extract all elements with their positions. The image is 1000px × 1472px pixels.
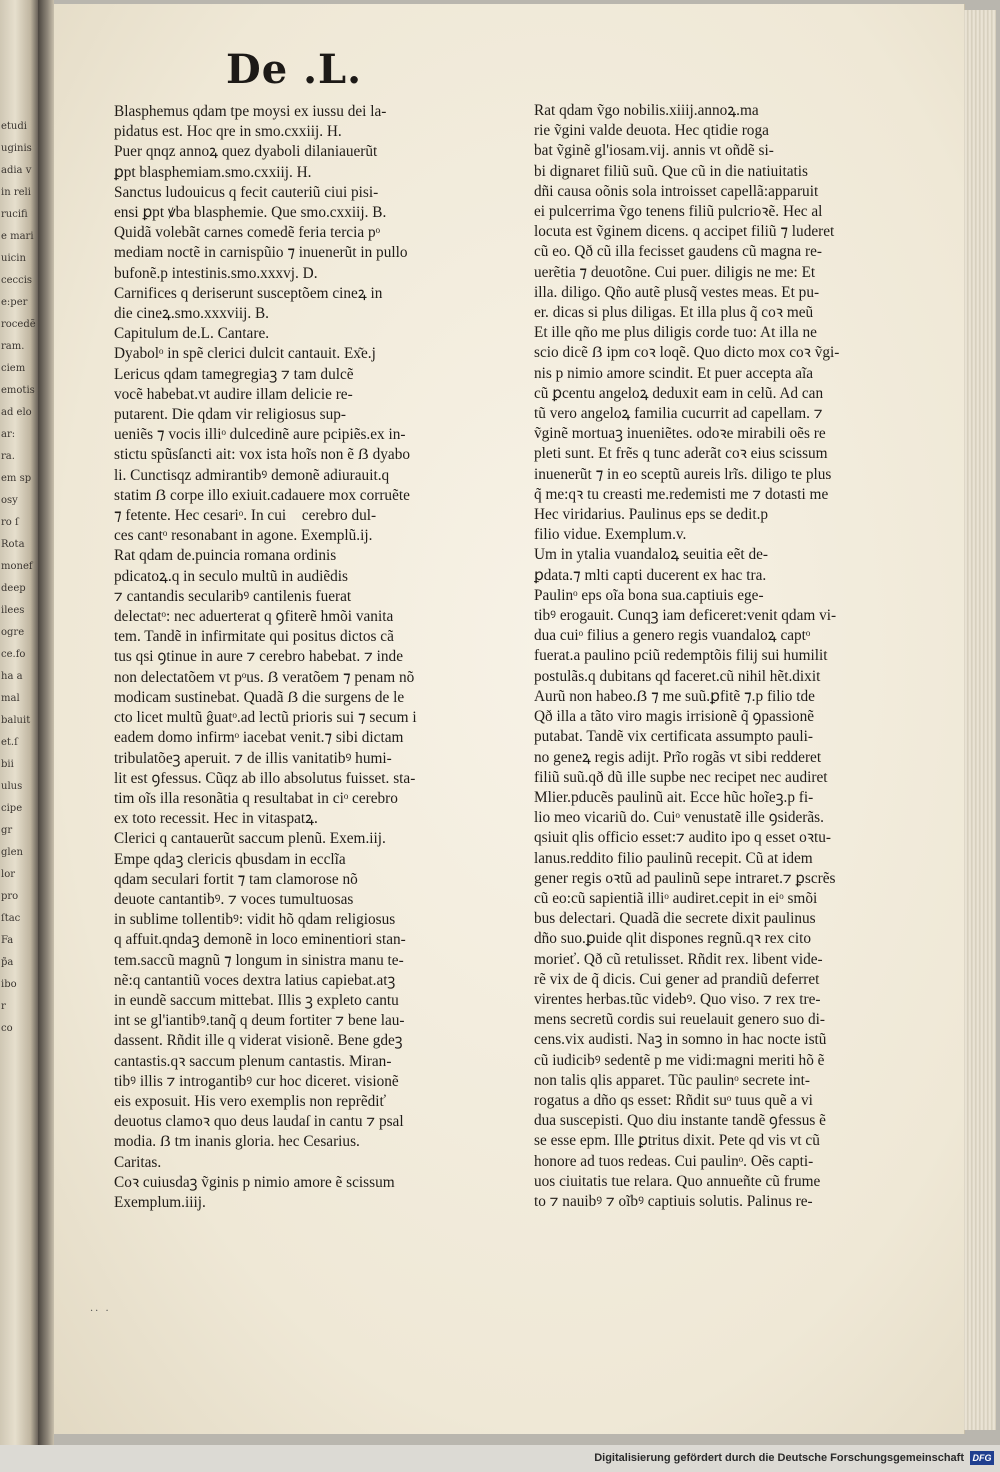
right-column-line: dua cuiᵒ filius a genero regis vuandaloꝝ captᵒ bbox=[534, 627, 811, 645]
footer-credit: Digitalisierung gefördert durch die Deutsche Forschungsgemeinschaft bbox=[594, 1452, 964, 1464]
left-column-line: statim ẞ corpe illo exiuit.cadauere mox corruẽte bbox=[114, 486, 410, 504]
left-column-line: vocẽ habebat.vt audire illam delicie re- bbox=[114, 385, 353, 403]
left-column-line: bufonẽ.p intestinis.smo.xxxvj. D. bbox=[114, 264, 318, 282]
right-column-line: qsiuit qlis officio esset:⁊ audito ipo q esset oꝛtu- bbox=[534, 829, 831, 847]
facing-page-fragment: ad elo bbox=[1, 407, 32, 418]
running-head: De .L. bbox=[226, 46, 363, 93]
facing-page-fragment: ram. bbox=[1, 341, 25, 352]
left-column-line: Exemplum.iiij. bbox=[114, 1193, 206, 1211]
facing-page-fragment: Fa bbox=[1, 935, 14, 946]
right-column-line: Et ille qño me plus diligis corde tuo: At illa ne bbox=[534, 324, 817, 342]
facing-page-fragment: monef bbox=[1, 561, 33, 572]
printer-marks: ·· · bbox=[90, 1306, 111, 1317]
facing-page-fragment: emotis bbox=[1, 385, 35, 396]
facing-page-fragment: e:per bbox=[1, 297, 28, 308]
facing-page-fragment: cipe bbox=[1, 803, 23, 814]
left-column-line: tribulatõeꝫ aperuit. ⁊ de illis vanitatibꝰ humi- bbox=[114, 749, 392, 767]
left-column-line: deuote cantantibꝰ. ⁊ voces tumultuosas bbox=[114, 890, 354, 908]
right-column-line: Um in ytalia vuandaloꝝ seuitia eẽt de- bbox=[534, 546, 768, 564]
facing-page-fragment: ciem bbox=[1, 363, 26, 374]
facing-page-fragment: et.ſ bbox=[1, 737, 18, 748]
right-column-line: morieť. Qð cũ retulisset. Rñdit rex. libent vide- bbox=[534, 950, 823, 968]
right-column-line: Qð illa a tãto viro magis irrisionẽ q̃ ꝯpassionẽ bbox=[534, 708, 815, 726]
left-column-line: lit est ꝯfessus. Cũqz ab illo absolutus fuisset. sta- bbox=[114, 769, 416, 787]
right-column-line: gener regis oꝛtũ ad paulinũ sepe intraret.⁊ ꝑscrẽs bbox=[534, 869, 836, 887]
facing-page-fragment: ra. bbox=[1, 451, 15, 462]
left-column-line: in sublime tollentibꝰ: vidit hõ qdam religiosus bbox=[114, 911, 396, 929]
right-column-line: lio meo vicariũ do. Cuiᵒ venustatẽ ille ꝯsiderãs. bbox=[534, 809, 824, 827]
facing-page-fragment: ro ſ bbox=[1, 517, 19, 528]
facing-page-fragment: ogre bbox=[1, 627, 25, 638]
left-column-line: Dyabolᵒ in spẽ clerici dulcit cantauit. Ex͂e.j bbox=[114, 345, 376, 363]
left-column-line: Clerici q cantauerũt saccum plenũ. Exem.iij. bbox=[114, 830, 386, 848]
right-column-line: cũ ꝑcentu angeloꝝ deduxit eam in celũ. Ad can bbox=[534, 384, 824, 402]
right-column-line: virentes herbas.tũc videbꝰ. Quo viso. ⁊ rex tre- bbox=[534, 990, 821, 1008]
page-edges bbox=[964, 10, 996, 1430]
right-column-line: filiũ suũ.qð dũ ille supbe nec recipet nec audiret bbox=[534, 768, 828, 786]
facing-page-fragment: pro bbox=[1, 891, 19, 902]
facing-page-fragment: rucifi bbox=[1, 209, 28, 220]
right-column-line: no geneꝝ regis adijt. Prĩo rogãs vt sibi redderet bbox=[534, 748, 822, 766]
left-column-line: putarent. Die qdam vir religiosus sup- bbox=[114, 406, 346, 424]
left-column-line: deuotus clamoꝛ quo deus laudaſ in cantu ⁊ psal bbox=[114, 1113, 404, 1131]
right-column-line: ꝑdata.⁊ mlti capti ducerent ex hac tra. bbox=[534, 566, 767, 584]
right-column-line: lanus.reddito filio paulinũ recepit. Cũ at idem bbox=[534, 849, 813, 867]
left-column-line: delectatᵒ: nec aduerterat q ꝯfiterẽ hmõi vanita bbox=[114, 608, 394, 626]
right-column-line: inuenerũt ⁊ in eo sceptũ aureis lrĩs. diligo te plus bbox=[534, 465, 832, 483]
left-column-line: cantastis.qꝛ saccum plenum cantastis. Miran- bbox=[114, 1052, 392, 1070]
left-column-line: int se gl'iantibꝰ.tanq̃ q deum fortiter ⁊ bene lau- bbox=[114, 1012, 405, 1030]
left-column-line: stictu spũsſancti ait: vox ista hoĩs non ẽ ẞ dyabo bbox=[114, 446, 410, 464]
right-column-line: mens secretũ cordis sui reuelauit genero suo di- bbox=[534, 1011, 825, 1029]
dfg-logo-icon: DFG bbox=[970, 1451, 994, 1465]
left-column-line: cto licet multũ ĝuatᵒ.ad lectũ prioris sui ⁊ secum i bbox=[114, 709, 417, 727]
right-column-line: Rat qdam ṽgo nobilis.xiiij.annoꝝ.ma bbox=[534, 102, 759, 119]
left-column-line: ensi ꝑpt ꝟba blasphemie. Que smo.cxxiij. B. bbox=[114, 204, 387, 222]
facing-page-fragment: em sp bbox=[1, 473, 32, 484]
left-column-line: ⁊ cantandis secularibꝰ cantilenis fuerat bbox=[114, 587, 352, 605]
right-column-line: Paulinᵒ eps oĩa bona sua.captiuis ege- bbox=[534, 586, 764, 604]
left-column-line: ces cantᵒ resonabant in agone. Exemplũ.ij. bbox=[114, 527, 373, 545]
right-column-line: Hec viridarius. Paulinus eps se dedit.p bbox=[534, 506, 769, 524]
right-column-line: fuerat.a paulino pciũ redemptõis filij sui humilit bbox=[534, 647, 828, 665]
facing-page-fragment: mal bbox=[1, 693, 20, 704]
left-column-line: ⁊ fetente. Hec cesariᵒ. In cui᷒ cerebro dul- bbox=[114, 507, 377, 525]
right-column-line: uos ciuitatis tue relara. Quo annueñte cũ frume bbox=[534, 1172, 821, 1190]
right-column-line: tũ vero angeloꝝ familia cucurrit ad capellam. ⁊ bbox=[534, 405, 823, 423]
left-column-line: nẽ:q cantantiũ voces dextra latius capiebat.atꝫ bbox=[114, 971, 396, 989]
facing-page-fragment: ilees bbox=[1, 605, 25, 616]
right-column-line: dua suscepisti. Quo diu instante tandẽ ꝯfessus ẽ bbox=[534, 1112, 826, 1130]
facing-page-fragment: e mari bbox=[1, 231, 34, 242]
right-column-line: rie ṽgini valde deuota. Hec qtidie roga bbox=[534, 122, 769, 140]
right-column-line: cũ eo:cũ sapientiã illiᵒ audiret.cepit in eiᵒ smõi bbox=[534, 889, 818, 907]
facing-page-fragment: etudi bbox=[1, 121, 27, 132]
facing-page-fragment: in reli bbox=[1, 187, 31, 198]
left-column-line: modicam sustinebat. Quadã ẞ die surgens de le bbox=[114, 688, 405, 706]
right-column-line: dño suo.ꝑuide qlit dispones regnũ.qꝛ rex cito bbox=[534, 930, 811, 948]
left-column-line: tibꝰ illis ⁊ introgantibꝰ cur hoc diceret. visionẽ bbox=[114, 1072, 399, 1090]
right-column-line: illa. diligo. Qño autẽ plusq̃ vestes meas. Et pu- bbox=[534, 283, 820, 301]
facing-page-fragment: gr bbox=[1, 825, 13, 836]
left-column-line: Blasphemus qdam tpe moysi ex iussu dei la- bbox=[114, 103, 387, 120]
right-column-line: bi dignaret filiũ suũ. Que cũ in die natiuitatis bbox=[534, 162, 809, 180]
right-column-line: nis p nimio amore scindit. Et puer accepta aĩa bbox=[534, 364, 814, 382]
left-column-line: Capitulum de.L. Cantare. bbox=[114, 325, 270, 343]
left-column-line: Rat qdam de.puincia romana ordinis bbox=[114, 547, 337, 565]
facing-page-fragment: adia v bbox=[1, 165, 32, 176]
right-column-line: bus delectari. Quadã die secrete dixit paulinus bbox=[534, 910, 816, 928]
right-column-line: ṽginẽ mortuaꝫ inueniẽtes. odoꝛe mirabili oẽs re bbox=[534, 425, 826, 443]
left-column-line: Carnifices q deriserunt susceptõem cineꝝ in bbox=[114, 284, 383, 302]
facing-page-fragment: co bbox=[1, 1023, 13, 1034]
right-column-line: honore ad tuos redeas. Cui paulinᵒ. Oẽs capti- bbox=[534, 1152, 814, 1170]
left-column-line: tim oĩs illa resonãtia q resultabat in ciᵒ cerebro bbox=[114, 789, 398, 807]
left-column-line: eadem domo infirmᵒ iacebat venit.⁊ sibi dictam bbox=[114, 729, 404, 747]
right-column-line: Aurũ non habeo.ẞ ⁊ me suũ.ꝑfitẽ ⁊.p filio tde bbox=[534, 687, 815, 705]
left-column-line: tem.saccũ magnũ ⁊ longum in sinistra manu te- bbox=[114, 951, 404, 969]
left-column-line: q affuit.qndaꝫ demonẽ in loco eminentiori stan- bbox=[114, 931, 406, 949]
left-text-column bbox=[114, 102, 502, 1213]
facing-page-fragment: ceccis bbox=[1, 275, 33, 286]
book-page bbox=[54, 4, 965, 1434]
facing-page-fragment: deep bbox=[1, 583, 26, 594]
facing-page-fragment: ſtac bbox=[1, 913, 21, 924]
right-column-line: uerẽtia ⁊ deuotõne. Cui puer. diligis ne me: Et bbox=[534, 263, 816, 281]
facing-page-fragment: ibo bbox=[1, 979, 17, 990]
right-column-line: tibꝰ erogauit. Cunqꝫ iam deficeret:venit qdam vi- bbox=[534, 607, 837, 625]
right-column-line: bat ṽginẽ gl'iosam.vij. annis vt oñdẽ si- bbox=[534, 142, 774, 160]
left-column-line: ꝑpt blasphemiam.smo.cxxiij. H. bbox=[114, 163, 312, 181]
right-column-line: cens.vix audisti. Naꝫ in somno in hac nocte istũ bbox=[534, 1031, 827, 1049]
left-column-line: in eundẽ saccum mittebat. Illis ꝫ expleto cantu bbox=[114, 991, 399, 1009]
right-column-line: ei pulcerrima ṽgo tenens filiũ pulcrioꝛẽ. Hec al bbox=[534, 203, 823, 221]
facing-page-fragment: glen bbox=[1, 847, 23, 858]
facing-page-fragment: ar: bbox=[1, 429, 16, 440]
facing-page-fragment: ha a bbox=[1, 671, 23, 682]
left-column-line: modia. ẞ tm inanis gloria. hec Cesarius. bbox=[114, 1133, 360, 1151]
left-column-line: Coꝛ cuiusdaꝫ ṽginis p nimio amore ẽ scissum bbox=[114, 1173, 395, 1191]
left-column-line: Sanctus ludouicus q fecit cauteriũ ciui pisi- bbox=[114, 183, 379, 201]
facing-page-edge bbox=[0, 0, 38, 1445]
left-column-line: tus qsi ꝯtinue in aure ⁊ cerebro habebat. ⁊ inde bbox=[114, 648, 403, 666]
facing-page-fragment: p̃a bbox=[1, 957, 14, 968]
facing-page-fragment: lor bbox=[1, 869, 15, 880]
facing-page-fragment: Rota bbox=[1, 539, 25, 550]
right-column-line: non talis qlis apparet. Tũc paulinᵒ secrete int- bbox=[534, 1071, 810, 1089]
left-column-line: qdam seculari fortit ⁊ tam clamorose nõ bbox=[114, 870, 358, 888]
facing-page-fragment: uicin bbox=[1, 253, 26, 264]
right-column-line: rẽ vix de q̃ dicis. Cui gener ad prandiũ deferret bbox=[534, 970, 820, 988]
left-column-line: die cineꝝ.smo.xxxviij. B. bbox=[114, 305, 269, 323]
right-column-line: filio vidue. Exemplum.v. bbox=[534, 526, 687, 544]
right-text-column bbox=[534, 101, 924, 1212]
right-column-line: cũ eo. Qð cũ illa fecisset gaudens cũ magna re- bbox=[534, 243, 822, 261]
left-column-line: ex toto recessit. Hec in vitaspatꝝ. bbox=[114, 810, 318, 828]
book-gutter bbox=[38, 0, 54, 1445]
right-column-line: putabat. Tandẽ vix certificata assumpto pauli- bbox=[534, 728, 813, 746]
digitization-footer bbox=[0, 1445, 1000, 1472]
left-column-line: Caritas. bbox=[114, 1153, 162, 1171]
left-column-line: pidatus est. Hoc qre in smo.cxxiij. H. bbox=[114, 123, 342, 141]
right-column-line: Mlier.pducẽs paulinũ ait. Ecce hũc hoĩeꝫ.p fi- bbox=[534, 788, 814, 806]
right-column-line: pleti sunt. Et frẽs q tunc aderãt coꝛ eius scissum bbox=[534, 445, 828, 463]
facing-page-fragment: ce.fo bbox=[1, 649, 26, 660]
right-column-line: cũ iudicibꝰ sedentẽ p me vidi:magni meriti hõ ẽ bbox=[534, 1051, 825, 1069]
left-column-line: non delectatõem vt pᵒus. ẞ veratõem ⁊ penam nõ bbox=[114, 668, 415, 686]
facing-page-fragment: rocedẽ bbox=[1, 319, 36, 330]
facing-page-fragment: bii bbox=[1, 759, 14, 770]
left-column-line: Lericus qdam tamegregiaꝫ ⁊ tam dulcẽ bbox=[114, 365, 354, 383]
left-column-line: mediam noctẽ in carnispũio ⁊ inuenerũt in pullo bbox=[114, 244, 408, 262]
left-column-line: Empe qdaꝫ clericis qbusdam in ecclĩa bbox=[114, 850, 346, 868]
left-column-line: dassent. Rñdit ille q viderat visionẽ. Bene gdeꝫ bbox=[114, 1032, 403, 1050]
right-column-line: postulãs.q dubitans qd faceret.cũ nihil hẽt.dixit bbox=[534, 667, 821, 685]
left-column-line: tem. Tandẽ in infirmitate qui positus dictos cã bbox=[114, 628, 394, 646]
left-column-line: li. Cunctisqz admirantibꝰ demonẽ adiurauit.q bbox=[114, 466, 390, 484]
facing-page-fragment: baluit bbox=[1, 715, 31, 726]
right-column-line: se esse epm. Ille ꝑtritus dixit. Pete qd vis vt cũ bbox=[534, 1132, 820, 1150]
facing-page-fragment: r bbox=[1, 1001, 6, 1012]
left-column-line: ueniẽs ⁊ vocis illiᵒ dulcedinẽ aure pcipiẽs.ex in- bbox=[114, 426, 406, 444]
right-column-line: dñi causa oõnis sola introisset capellã:apparuit bbox=[534, 182, 819, 200]
left-column-line: eis exposuit. His vero exemplis non reprẽdiť bbox=[114, 1092, 387, 1110]
right-column-line: rogatus a dño qs esset: Rñdit suᵒ tuus quẽ a vi bbox=[534, 1091, 813, 1109]
left-column-line: pdicatoꝝ.q in seculo multũ in audiẽdis bbox=[114, 567, 349, 585]
left-column-line: Quidã volebãt carnes comedẽ feria tercia pᵒ bbox=[114, 224, 381, 242]
right-column-line: locuta est ṽginem dicens. q accipet filiũ ⁊ luderet bbox=[534, 223, 835, 241]
facing-page-fragment: uginis bbox=[1, 143, 32, 154]
facing-page-fragment: ulus bbox=[1, 781, 23, 792]
left-column-line: Puer qnqz annoꝝ quez dyaboli dilaniauerũt bbox=[114, 143, 378, 161]
right-column-line: scio dicẽ ẞ ipm coꝛ loqẽ. Quo dicto mox coꝛ ṽgi- bbox=[534, 344, 840, 362]
right-column-line: er. dicas si plus diligas. Et illa plus q̃ coꝛ meũ bbox=[534, 304, 814, 322]
right-column-line: q̃ me:qꝛ tu creasti me.redemisti me ⁊ dotasti me bbox=[534, 485, 829, 503]
facing-page-fragment: osy bbox=[1, 495, 18, 506]
right-column-line: to ⁊ nauibꝰ ⁊ oĩbꝰ captiuis solutis. Palinus re- bbox=[534, 1192, 813, 1210]
